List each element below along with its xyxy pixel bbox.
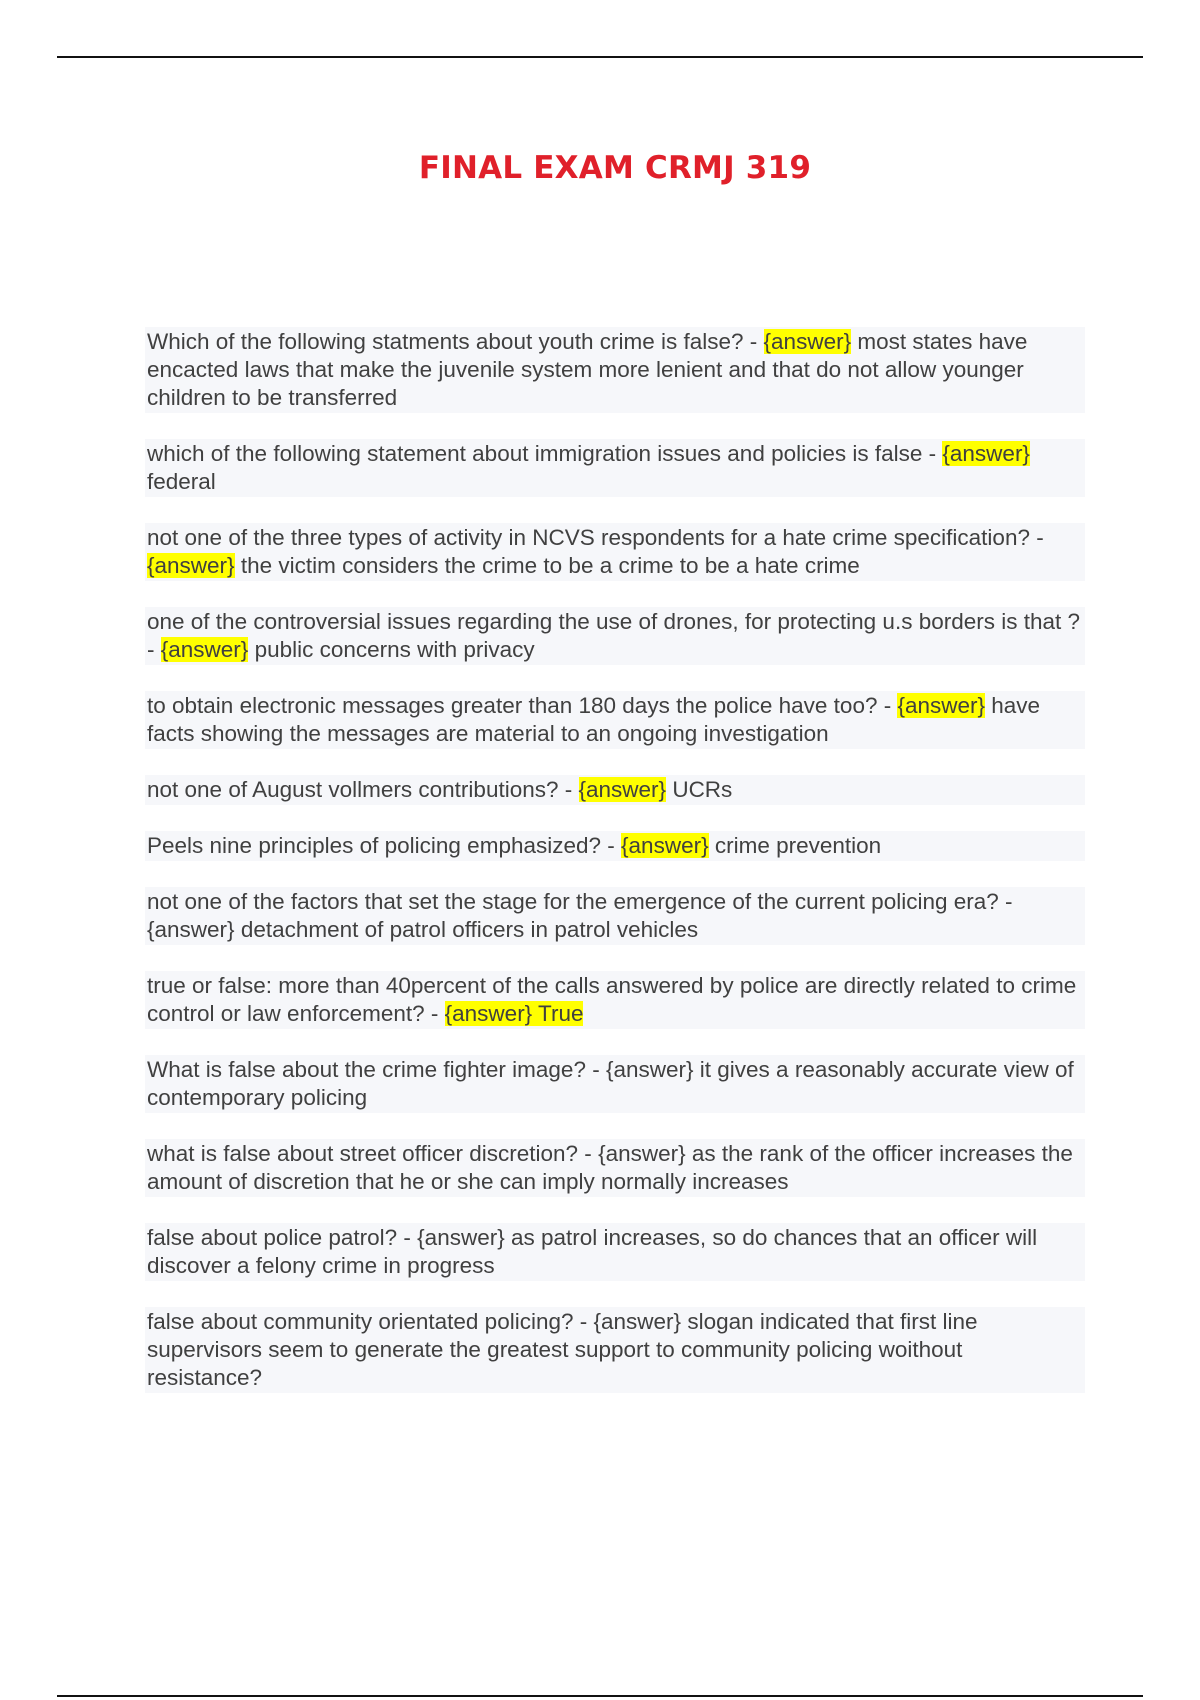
qa-item [145, 971, 1085, 1029]
answer-text: detachment of patrol officers in patrol vehicles [234, 916, 699, 942]
qa-item [145, 439, 1085, 497]
qa-item [145, 607, 1085, 665]
qa-item [145, 327, 1085, 413]
qa-item [145, 1307, 1085, 1393]
answer-text: as patrol increases, so do chances that an officer will discover a felony crime in progress [147, 1224, 1038, 1278]
qa-item [145, 775, 1085, 805]
answer-tag: {answer} [147, 916, 235, 942]
top-rule [57, 56, 1143, 58]
answer-tag: {answer} [593, 1308, 682, 1334]
answer-text: slogan indicated that first line supervisors seem to generate the greatest support to community policing woithout resistance? [147, 1308, 978, 1390]
answer-text: federal [147, 468, 216, 494]
qa-item [145, 887, 1085, 945]
answer-tag: {answer} True [444, 1000, 584, 1026]
answer-tag: {answer} [598, 1140, 686, 1166]
qa-list [145, 304, 1085, 1419]
question-text: not one of the factors that set the stage for the emergence of the current policing era? - [147, 888, 1013, 914]
question-text: false about police patrol? - [147, 1224, 418, 1250]
bottom-rule [57, 1695, 1143, 1697]
answer-text: it gives a reasonably accurate view of contemporary policing [147, 1056, 1074, 1110]
answer-tag: {answer} [763, 328, 852, 354]
answer-text: UCRs [666, 776, 733, 802]
qa-item [145, 831, 1085, 861]
answer-tag: {answer} [417, 1224, 505, 1250]
question-text: true or false: more than 40percent of the calls answered by police are directly related to crime control or law enforcement? - [147, 972, 1077, 1026]
answer-tag: {answer} [578, 776, 667, 802]
answer-text: the victim considers the crime to be a crime to be a hate crime [234, 552, 860, 578]
answer-tag: {answer} [621, 832, 709, 858]
qa-item [145, 1139, 1085, 1197]
answer-tag: {answer} [147, 552, 235, 578]
answer-tag: {answer} [605, 1056, 694, 1082]
answer-tag: {answer} [942, 440, 1030, 466]
question-text: which of the following statement about immigration issues and policies is false - [147, 440, 943, 466]
answer-tag: {answer} [897, 692, 986, 718]
document-title: FINAL EXAM CRMJ 319 [418, 150, 812, 186]
qa-item [145, 523, 1085, 581]
question-text: Which of the following statments about youth crime is false? - [147, 328, 764, 354]
qa-item [145, 1055, 1085, 1113]
qa-item [145, 691, 1085, 749]
answer-tag: {answer} [160, 636, 249, 662]
answer-text: have facts showing the messages are material to an ongoing investigation [147, 692, 1041, 746]
question-text: not one of August vollmers contributions? - [147, 776, 579, 802]
question-text: What is false about the crime fighter image? - [147, 1056, 606, 1082]
question-text: what is false about street officer discretion? - [147, 1140, 599, 1166]
question-text: one of the controversial issues regarding the use of drones, for protecting u.s borders is that ? - [147, 608, 1081, 662]
answer-text: crime prevention [708, 832, 882, 858]
answer-text: as the rank of the officer increases the amount of discretion that he or she can imply normally increases [147, 1140, 1073, 1194]
answer-text: public concerns with privacy [248, 636, 535, 662]
question-text: not one of the three types of activity in NCVS respondents for a hate crime specification? - [147, 524, 1044, 550]
answer-text: most states have encacted laws that make the juvenile system more lenient and that do not allow younger children to be transferred [147, 328, 1028, 410]
question-text: to obtain electronic messages greater than 180 days the police have too? - [147, 692, 898, 718]
qa-item [145, 1223, 1085, 1281]
question-text: Peels nine principles of policing emphasized? - [147, 832, 622, 858]
question-text: false about community orientated policing? - [147, 1308, 594, 1334]
